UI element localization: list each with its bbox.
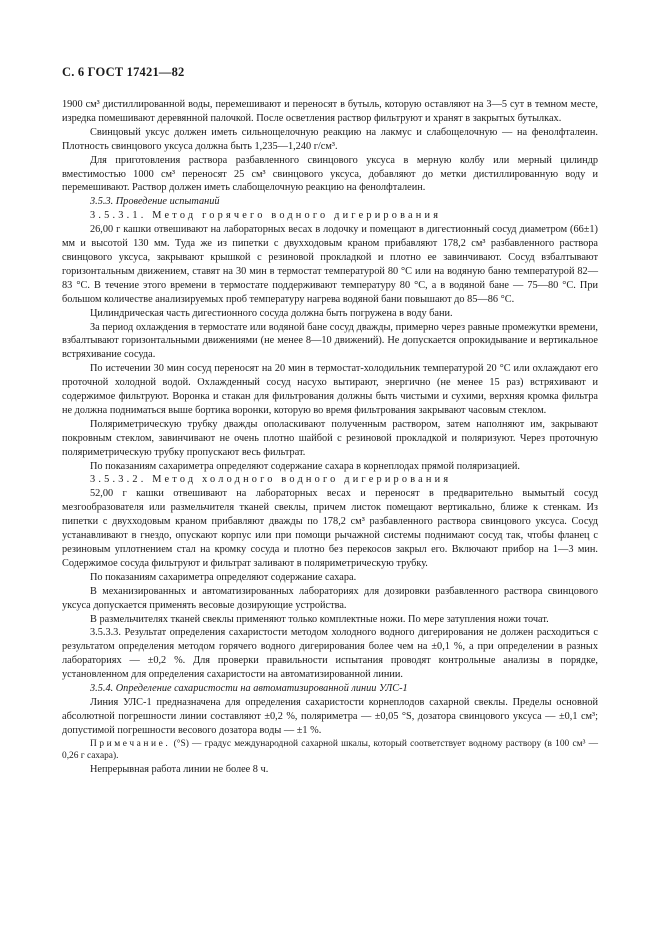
paragraph: Линия УЛС-1 предназначена для определения сахаристости корнеплодов сахарной свеклы. Пределы основной абсолютной погрешности линии составляют ±0,2 %, поляриметра — ±0,05 °S, дозатора свинцового уксуса — ±0,1 см³; допустимой погрешности весового дозатора воды — ±1 %. — [62, 696, 598, 736]
method-heading: 3.5.3.2. Метод холодного водного дигерирования — [90, 474, 452, 486]
paragraph: 52,00 г кашки отвешивают на лабораторных весах и переносят в предварительно вымытый сосуд мезгообразователя или размельчителя тканей свеклы, причем листок помещают вертикально, ближе к стенкам. Из пипетки с двухходовым краном прибавляют дважды по 178,2 см³ разбавленного раствора свинцового уксуса. Сосуд устанавливают в гнездо, опускают корпус или при помощи рычажной системы поднимают сосуд так, чтобы фланец с резиновым уплотнением стал на кромку сосуда и плотно без перекосов закрыл его. Включают прибор на 1—3 мин. Содержимое сосуда фильтруют и фильтрат заливают в поляриметрическую трубку. — [62, 488, 598, 569]
note — [62, 738, 598, 764]
page-header: С. 6 ГОСТ 17421—82 — [62, 65, 185, 79]
paragraph: По показаниям сахариметра определяют содержание сахара в корнеплодах прямой поляризацией. — [90, 460, 520, 472]
paragraph: 1900 см³ дистиллированной воды, перемешивают и переносят в бутыль, которую оставляют на 3—5 сут в темном месте, изредка помешивают деревянной палочкой. После осветления раствор фильтруют и хранят в закрытых бутылках. — [62, 99, 598, 124]
method-heading: 3.5.3.1. Метод горячего водного дигерирования — [90, 210, 442, 222]
paragraph: Непрерывная работа линии не более 8 ч. — [90, 764, 269, 776]
paragraph: 3.5.3.3. Результат определения сахаристости методом холодного водного дигерирования не должен расходиться с результатом определения методом горячего водного дигерирования более чем на ±0,1 %, а при определении в разных лабораториях — ±0,2 %. Для проверки правильности испытания проводят контрольные анализы в порядке, установленном для определения сахаристости на автоматизированной линии. — [62, 627, 598, 681]
section-heading: 3.5.3. Проведение испытаний — [90, 196, 220, 208]
paragraph: По истечении 30 мин сосуд переносят на 20 мин в термостат-холодильник температурой 20 °С или охлаждают его проточной холодной водой. Охлажденный сосуд насухо вытирают, энергично (не менее 15 раз) встряхивают и содержимое фильтруют. Воронка и стакан для фильтрования должны быть чистыми и сухими, верхняя кромка фильтра не должна подниматься выше бортика воронки, которую во время фильтрования закрывают часовым стеклом. — [62, 363, 598, 416]
paragraph: За период охлаждения в термостате или водяной бане сосуд дважды, примерно через равные промежутки времени, взбалтывают горизонтальными движениями (не менее 8—10 движений). Не допускается опрокидывание и вертикальное встряхивание сосуда. — [62, 321, 598, 361]
paragraph: В размельчителях тканей свеклы применяют только комплектные ножи. По мере затупления ножи точат. — [90, 613, 549, 625]
document-body — [62, 98, 598, 777]
paragraph: Для приготовления раствора разбавленного свинцового уксуса в мерную колбу или мерный цилиндр вместимостью 1000 см³ переносят 25 см³ свинцового уксуса, добавляют до метки дистиллированную воду и перемешивают. Раствор должен иметь слабощелочную реакцию на фенолфталеин. — [62, 154, 598, 194]
paragraph: 26,00 г кашки отвешивают на лабораторных весах в лодочку и помещают в дигестионный сосуд диаметром (66±1) мм и высотой 130 мм. Туда же из пипетки с двухходовым краном прибавляют 178,2 см³ разбавленного раствора свинцового уксуса, закрывают крышкой с резиновой прокладкой и плотно ее завинчивают. Сосуд взбалтывают горизонтальным движением, ставят на 30 мин в термостат температурой 80 °С или на водяную баню температурой 82—83 °С. В течение этого времени в термостате поддерживают температуру 80 °С, а в водяной бане — 75—80 °С. При большом количестве анализируемых проб температуру нагрева водяной бани повышают до 85—86 °С. — [62, 224, 598, 305]
paragraph: По показаниям сахариметра определяют содержание сахара. — [90, 571, 357, 583]
paragraph: Поляриметрическую трубку дважды ополаскивают полученным раствором, затем наполняют им, закрывают покровным стеклом, завинчивают не очень плотно шайбой с резиновой прокладкой и поляризуют. Через проточную поляриметрическую трубку пропускают весь фильтрат. — [62, 418, 598, 458]
paragraph: Цилиндрическая часть дигестионного сосуда должна быть погружена в воду бани. — [90, 307, 453, 319]
paragraph: В механизированных и автоматизированных лабораториях для дозировки разбавленного раствора свинцового уксуса допускается применять весовые дозирующие устройства. — [62, 585, 598, 611]
section-heading: 3.5.4. Определение сахаристости на автоматизированной линии УЛС-1 — [90, 683, 408, 695]
paragraph: Свинцовый уксус должен иметь сильнощелочную реакцию на лакмус и слабощелочную — на фенолфталеин. Плотность свинцового уксуса должна быть 1,235—1,240 г/см³. — [62, 126, 598, 152]
note-text: (°S) — градус международной сахарной шкалы, который соответствует водному раствору (в 100 см³ — 0,26 г сахара). — [62, 738, 599, 762]
note-label: Примечание. — [90, 738, 171, 749]
